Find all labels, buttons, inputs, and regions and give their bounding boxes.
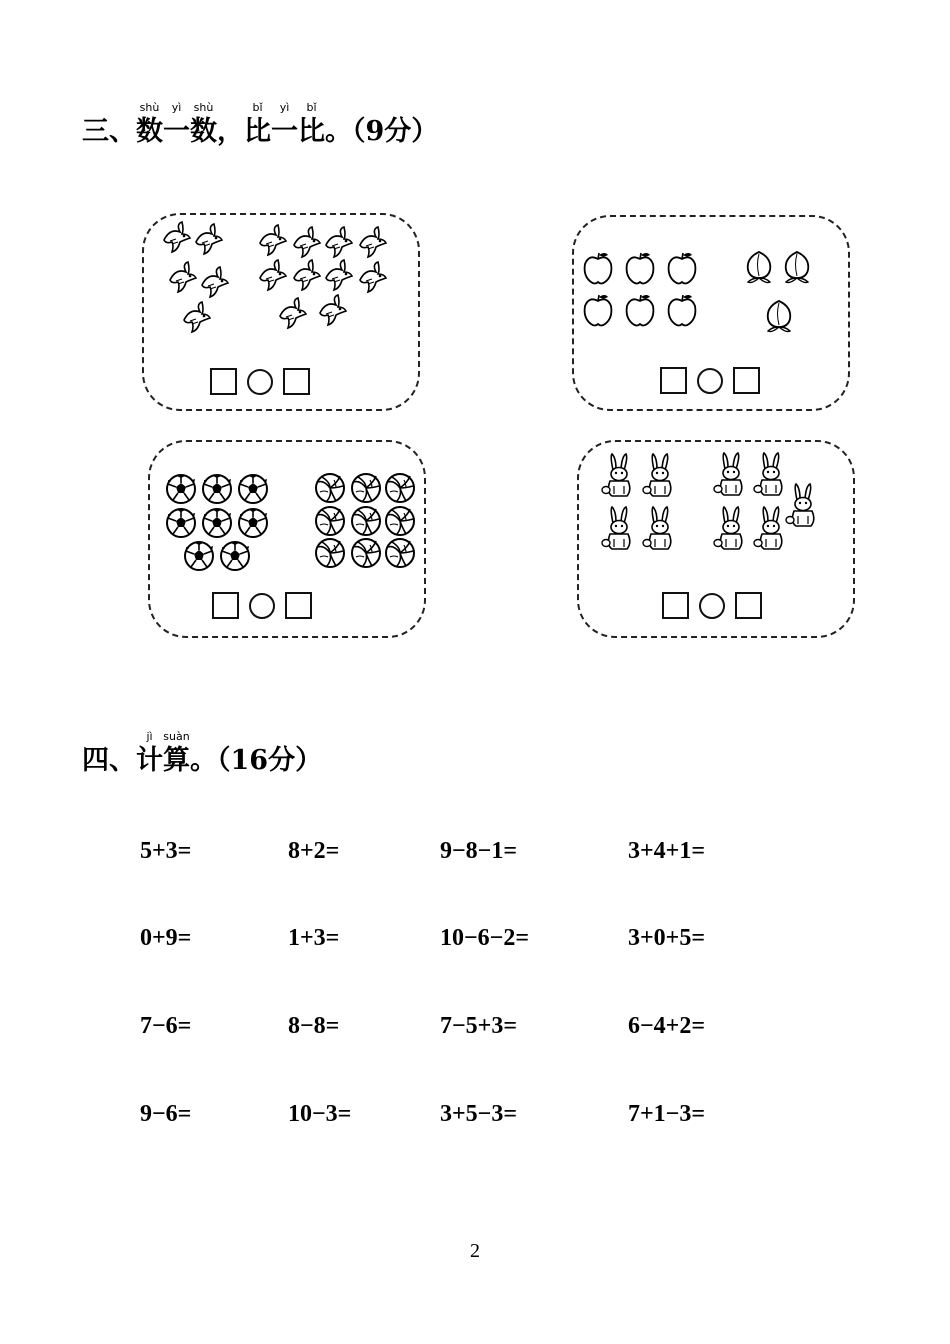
soccer-ball-icon: [237, 507, 269, 543]
soccer-ball-icon: [219, 540, 251, 576]
equation-item[interactable]: 3+4+1=: [628, 838, 706, 864]
apple-icon: [623, 250, 657, 290]
answer-row-rabbits: [662, 592, 762, 619]
bird-icon: [160, 220, 194, 258]
bird-icon: [276, 296, 310, 334]
answer-box-right[interactable]: [285, 592, 312, 619]
rabbit-icon: [641, 505, 677, 555]
rabbit-icon: [600, 452, 636, 502]
bird-icon: [192, 222, 226, 260]
equation-item[interactable]: 1+3=: [288, 925, 340, 951]
volleyball-icon: [314, 472, 346, 508]
section3-char-1: 一 yì: [163, 101, 190, 147]
volleyball-icon: [350, 505, 382, 541]
section3-pinyin-2: shù: [193, 101, 214, 114]
section4-char-1: 算 suàn: [163, 730, 190, 776]
answer-box-left[interactable]: [212, 592, 239, 619]
section4-pinyin-0: jì: [146, 730, 153, 743]
answer-box-right[interactable]: [735, 592, 762, 619]
section-3-heading: [82, 101, 439, 147]
equation-item[interactable]: 6−4+2=: [628, 1013, 706, 1039]
bird-icon: [316, 293, 350, 331]
rabbit-icon: [752, 451, 788, 501]
equation-item[interactable]: 3+0+5=: [628, 925, 706, 951]
volleyball-icon: [350, 537, 382, 573]
rabbit-icon: [752, 505, 788, 555]
rabbit-icon: [600, 505, 636, 555]
bird-icon: [256, 223, 290, 261]
section3-pinyin-1: yì: [171, 101, 182, 114]
section3-char-6: 比 bǐ: [298, 101, 325, 147]
volleyball-icon: [384, 537, 416, 573]
bird-icon: [198, 265, 232, 303]
equation-item[interactable]: 8+2=: [288, 838, 340, 864]
section3-pinyin-4: bǐ: [252, 101, 263, 114]
section3-char-4: 比 bǐ: [244, 101, 271, 147]
equation-item[interactable]: 5+3=: [140, 838, 192, 864]
apple-icon: [665, 250, 699, 290]
answer-box-left[interactable]: [210, 368, 237, 395]
section3-char-5: 一 yì: [271, 101, 298, 147]
soccer-ball-icon: [237, 473, 269, 509]
peach-icon: [742, 248, 776, 290]
answer-box-left[interactable]: [662, 592, 689, 619]
peach-icon: [780, 248, 814, 290]
section4-pinyin-1: suàn: [163, 730, 190, 743]
bird-icon: [356, 260, 390, 298]
equation-item[interactable]: 7−5+3=: [440, 1013, 518, 1039]
section-4-tail: 。（16分）: [190, 745, 323, 776]
equation-item[interactable]: 9−8−1=: [440, 838, 518, 864]
compare-circle[interactable]: [249, 593, 275, 619]
section3-pinyin-5: yì: [279, 101, 290, 114]
section-3-number: 三、: [82, 116, 136, 147]
bird-icon: [356, 225, 390, 263]
section3-pinyin-6: bǐ: [306, 101, 317, 114]
section-3-tail: 。（9分）: [325, 116, 439, 147]
compare-circle[interactable]: [247, 369, 273, 395]
equation-item[interactable]: 10−3=: [288, 1101, 352, 1127]
bird-icon: [180, 300, 214, 338]
volleyball-icon: [384, 472, 416, 508]
answer-box-left[interactable]: [660, 367, 687, 394]
bird-icon: [290, 258, 324, 296]
apple-icon: [623, 292, 657, 332]
rabbit-icon: [712, 505, 748, 555]
soccer-ball-icon: [165, 507, 197, 543]
section3-pinyin-0: shù: [139, 101, 160, 114]
rabbit-icon: [784, 482, 820, 532]
answer-row-birds: [210, 368, 310, 395]
apple-icon: [581, 250, 615, 290]
bird-icon: [256, 258, 290, 296]
bird-icon: [322, 258, 356, 296]
bird-icon: [166, 260, 200, 298]
soccer-ball-icon: [201, 507, 233, 543]
compare-circle[interactable]: [697, 368, 723, 394]
section3-char-2: 数 shù: [190, 101, 217, 147]
peach-icon: [762, 297, 796, 339]
apple-icon: [581, 292, 615, 332]
compare-circle[interactable]: [699, 593, 725, 619]
section-4-title: [136, 730, 190, 776]
volleyball-icon: [350, 472, 382, 508]
section3-char-0: 数 shù: [136, 101, 163, 147]
equation-item[interactable]: 8−8=: [288, 1013, 340, 1039]
equation-item[interactable]: 9−6=: [140, 1101, 192, 1127]
equation-item[interactable]: 7+1−3=: [628, 1101, 706, 1127]
equation-item[interactable]: 7−6=: [140, 1013, 192, 1039]
volleyball-icon: [314, 537, 346, 573]
answer-row-balls: [212, 592, 312, 619]
apple-icon: [665, 292, 699, 332]
rabbit-icon: [712, 451, 748, 501]
answer-box-right[interactable]: [283, 368, 310, 395]
soccer-ball-icon: [201, 473, 233, 509]
answer-row-fruits: [660, 367, 760, 394]
answer-box-right[interactable]: [733, 367, 760, 394]
section-4-number: 四、: [82, 745, 136, 776]
section-4-heading: [82, 730, 323, 776]
volleyball-icon: [384, 505, 416, 541]
soccer-ball-icon: [165, 473, 197, 509]
equation-item[interactable]: 3+5−3=: [440, 1101, 518, 1127]
equation-item[interactable]: 10−6−2=: [440, 925, 530, 951]
section-3-title: [136, 101, 325, 147]
section4-char-0: 计 jì: [136, 730, 163, 776]
volleyball-icon: [314, 505, 346, 541]
rabbit-icon: [641, 452, 677, 502]
soccer-ball-icon: [183, 540, 215, 576]
section3-char-3: ，: [217, 116, 244, 147]
equation-item[interactable]: 0+9=: [140, 925, 192, 951]
page-number: 2: [470, 1240, 480, 1262]
